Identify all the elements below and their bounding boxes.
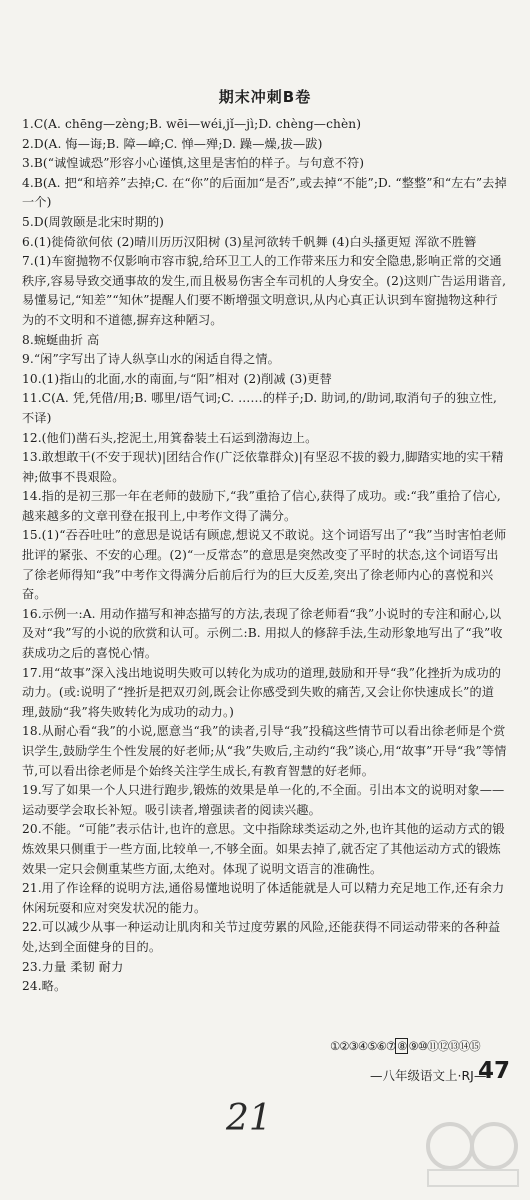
answer-item: 2.D(A. 悔—诲;B. 障—嶂;C. 惮—殚;D. 躁—燥,拔—跋) [22,136,323,151]
answer-item: 1.C(A. chēng—zèng;B. wēi—wéi,jǐ—jì;D. chèng—chèn) [22,117,362,131]
handwritten-number: 21 [226,1098,272,1139]
answer-item: 13.敢想敢干(不安于现状)|团结合作(广泛依靠群众)|有坚忍不拔的毅力,脚踏实地的实干精神;做事不畏艰险。 [22,450,504,484]
answer-item: 6.(1)徙倚欲何依 (2)晴川历历汉阳树 (3)星河欲转千帆舞 (4)白头搔更短 浑欲不胜簪 [22,234,477,249]
answer-item: 23.力量 柔韧 耐力 [22,959,124,974]
answer-item: 22.可以减少从事一种运动让肌肉和关节过度劳累的风险,还能获得不同运动带来的各种益处,达到全面健身的目的。 [22,920,501,954]
answer-item: 19.写了如果一个人只进行跑步,锻炼的效果是单一化的,不全面。引出本文的说明对象——运动要学会取长补短。吸引读者,增强读者的阅读兴趣。 [22,783,505,817]
answer-item: 24.略。 [22,979,67,994]
section-index-after: ⑨⑩⑪⑫⑬⑭⑮ [408,1039,480,1053]
answer-item: 11.C(A. 凭,凭借/用;B. 哪里/语气词;C. ……的样子;D. 助词,的/助词,取消句子的独立性,不译) [22,391,498,425]
answer-item: 21.用了作诠释的说明方法,通俗易懂地说明了体适能就是人可以精力充足地工作,还有余力休闲玩耍和应对突发状况的能力。 [22,881,505,915]
answer-item: 16.示例一:A. 用动作描写和神态描写的方法,表现了徐老师看“我”小说时的专注和耐心,以及对“我”写的小说的欣赏和认可。示例二:B. 用拟人的修辞手法,生动形象地写出了“我”收获成功之后的喜悦心情。 [22,606,503,661]
section-index-current: ⑧ [397,1039,407,1053]
answer-item: 9.“闲”字写出了诗人纵享山水的闲适自得之情。 [22,352,280,367]
answer-item: 4.B(A. 把“和培养”去掉;C. 在“你”的后面加“是否”,或去掉“不能”;D. “整整”和“左右”去掉一个) [22,175,507,210]
watermark-logo [420,1118,525,1190]
answer-item: 7.(1)车窗抛物不仅影响市容市貌,给环卫工人的工作带来压力和安全隐患,影响正常的交通秩序,容易导致交通事故的发生,而且极易伤害全车司机的人身安全。(2)这则广告运用谐音,易懂易记,“知差”“知休”提醒人们要不断增强文明意识,从内心真正认识到车窗抛物这种行为的不文明和不道德,摒弃这种陋习。 [22,254,507,327]
answer-item: 10.(1)指山的北面,水的南面,与“阳”相对 (2)削减 (3)更替 [22,371,332,386]
grade-label: —八年级语文上·RJ— [370,1068,487,1083]
answer-item: 8.蜿蜒曲折 高 [22,332,100,347]
answer-item: 18.从耐心看“我”的小说,愿意当“我”的读者,引导“我”投稿这些情节可以看出徐老师是个赏识学生,鼓励学生个性发展的好老师;从“我”失败后,主动约“我”谈心,用“故事”开导“我”等情节,可以看出徐老师是个始终关注学生成长,有教育智慧的好老师。 [22,724,507,778]
answer-item: 14.指的是初三那一年在老师的鼓励下,“我”重拾了信心,获得了成功。或:“我”重拾了信心,越来越多的文章刊登在报刊上,中考作文得了满分。 [22,489,501,523]
answer-item: 17.用“故事”深入浅出地说明失败可以转化为成功的道理,鼓励和开导“我”化挫折为成功的动力。(或:说明了“挫折是把双刃剑,既会让你感受到失败的痛苦,又会让你快速成长”的道理,鼓励“我”将失败转化为成功的动力。) [22,665,502,719]
page-title: 期末冲刺B卷 [218,88,312,106]
answer-list [22,115,508,997]
section-index-bar [330,1038,480,1054]
answer-item: 12.(他们)凿石头,挖泥土,用箕畚装土石运到渤海边上。 [22,430,318,445]
answer-item: 15.(1)“吞吞吐吐”的意思是说话有顾虑,想说又不敢说。这个词语写出了“我”当时害怕老师批评的紧张、不安的心理。(2)“一反常态”的意思是突然改变了平时的状态,这个词语写出了徐老师得知“我”中考作文得满分后前后行为的巨大反差,突出了徐老师内心的喜悦和兴奋。 [22,528,507,602]
page-number: 47 [478,1058,511,1084]
answer-item: 20.不能。“可能”表示估计,也许的意思。文中指除球类运动之外,也许其他的运动方式的锻炼效果只侧重于一些方面,比较单一,不够全面。如果去掉了,就否定了其他运动方式的锻炼效果一定只会侧重某些方面,太绝对。体现了说明文语言的准确性。 [22,822,505,876]
answer-item: 3.B(“诚惶诚恐”形容小心谨慎,这里是害怕的样子。与句意不符) [22,156,365,171]
answer-item: 5.D(周敦颐是北宋时期的) [22,214,164,229]
section-index-before: ①②③④⑤⑥⑦ [330,1039,396,1053]
